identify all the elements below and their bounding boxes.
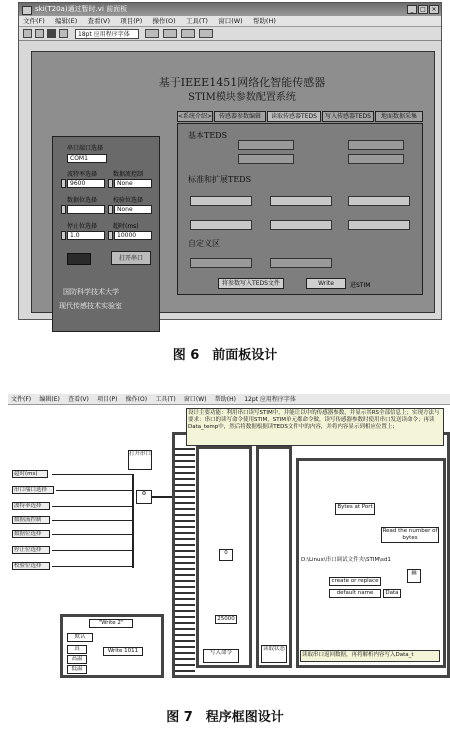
baud-label: 波特率选择 <box>67 171 98 178</box>
ctrl-flow[interactable]: 数据流控制 <box>12 516 50 524</box>
section-ext-teds: 标准和扩展TEDS <box>188 175 252 184</box>
timeout-label: 超时(ms) <box>113 223 139 230</box>
run-continuously-icon[interactable] <box>35 29 44 38</box>
bytes-at-port-node: Bytes at Port <box>335 503 375 515</box>
section-basic-teds: 基本TEDS <box>188 131 228 140</box>
ctrl-parity[interactable]: 校验位选择 <box>12 562 50 570</box>
basic-teds-field-2 <box>238 154 294 164</box>
diagram-font-select[interactable]: 12pt 应用程序字体 <box>244 396 296 403</box>
ctrl-stopbits[interactable]: 停止位选择 <box>12 546 50 554</box>
tab-param-edit[interactable]: 传感器参数编辑 <box>214 111 266 122</box>
ext-teds-field-1 <box>190 196 252 206</box>
close-button[interactable]: × <box>429 5 439 14</box>
create-replace-const: create or replace <box>329 577 381 586</box>
wire-flow <box>52 520 132 521</box>
diagram-menu-edit[interactable]: 编辑(E) <box>39 396 60 403</box>
custom-field-1 <box>190 258 252 268</box>
default-name-const: default name <box>329 589 381 598</box>
timeout-stepper[interactable] <box>108 231 113 240</box>
run-arrow-icon[interactable] <box>23 29 32 38</box>
serial-config-box <box>52 136 160 332</box>
front-panel-window <box>18 2 442 320</box>
baud-stepper[interactable] <box>61 179 66 188</box>
menu-file[interactable]: 文件(F) <box>23 17 45 25</box>
sequence-frame-1 <box>196 446 252 668</box>
case-default-label: 默认 <box>67 633 93 642</box>
inner-read-frame <box>296 458 446 668</box>
ext-teds-field-4 <box>190 220 252 230</box>
wire-baud <box>52 506 132 507</box>
sequence-film-strip-left <box>175 444 195 674</box>
case-item-true: 真 <box>67 645 87 654</box>
tab-system-intro[interactable]: <系统介绍> <box>178 113 213 120</box>
path-constant: D:\Linux\串口调试文件夹\STIM\sd1 <box>301 557 391 563</box>
ext-teds-field-3 <box>348 196 410 206</box>
file-write-icon: ▤ <box>407 569 421 583</box>
ctrl-databits[interactable]: 数据位选择 <box>12 530 50 538</box>
ext-teds-field-6 <box>348 220 410 230</box>
menu-operate[interactable]: 操作(O) <box>152 17 176 25</box>
wire-databits <box>52 534 132 535</box>
panel-title-line1: 基于IEEE1451网络化智能传感器 <box>158 76 326 89</box>
diagram-menu-help[interactable]: 帮助(H) <box>214 396 236 403</box>
diagram-menu-view[interactable]: 查看(V) <box>68 396 89 403</box>
resize-icon[interactable] <box>181 29 195 38</box>
status-led <box>67 253 91 265</box>
reorder-icon[interactable] <box>199 29 213 38</box>
abort-icon[interactable] <box>47 29 56 38</box>
distribute-icon[interactable] <box>163 29 177 38</box>
flow-stepper[interactable] <box>108 179 113 188</box>
maximize-button[interactable]: □ <box>418 5 428 14</box>
stopbits-field[interactable]: 1.0 <box>67 231 105 240</box>
block-diagram-window <box>0 388 450 678</box>
labview-vi-icon <box>22 6 32 15</box>
wire-timeout <box>52 474 132 475</box>
sequence-frame-2 <box>256 446 292 668</box>
timeout-field[interactable]: 10000 <box>114 231 152 240</box>
diagram-menu-operate[interactable]: 操作(O) <box>125 396 148 403</box>
read-status-node: 读取状态 <box>261 645 287 663</box>
toolbar <box>19 27 441 41</box>
diagram-menu-tools[interactable]: 工具(T) <box>155 396 176 403</box>
panel-title-line2: STIM模块参数配置系统 <box>188 92 296 103</box>
wire-parity <box>52 566 132 567</box>
window-titlebar <box>19 3 441 16</box>
menu-window[interactable]: 窗口(W) <box>218 17 243 25</box>
section-custom: 自定义区 <box>188 239 220 248</box>
basic-teds-field-4 <box>348 154 404 164</box>
menu-project[interactable]: 项目(P) <box>120 17 143 25</box>
ctrl-port[interactable]: 串口端口选择 <box>12 486 54 494</box>
minimize-button[interactable]: _ <box>407 5 417 14</box>
org-line2: 现代传感技术实验室 <box>59 302 122 310</box>
basic-teds-field-1 <box>238 140 294 150</box>
flow-label: 数据流控制 <box>113 171 144 178</box>
ctrl-timeout[interactable]: 超时(ms) <box>12 470 48 478</box>
write-constant: Write 1011 <box>103 647 143 656</box>
diagram-menu-bar <box>8 394 450 405</box>
figure7-caption: 图 7 程序框图设计 <box>166 710 284 725</box>
basic-teds-field-3 <box>348 140 404 150</box>
diagram-menu-project[interactable]: 项目(P) <box>97 396 118 403</box>
seq-index: 0 <box>219 549 233 561</box>
read-number-node: Read the number of bytes <box>382 528 438 541</box>
align-icon[interactable] <box>145 29 159 38</box>
menu-edit[interactable]: 编辑(E) <box>55 17 78 25</box>
flow-field[interactable]: None <box>114 179 152 188</box>
write-button[interactable]: Write <box>306 278 346 289</box>
org-line1: 国防科学技术大学 <box>63 288 119 296</box>
diagram-comment-top: 设计主要功能：利用串口读写STIM中，并能让以中的传感器参数，并显示其RS全部信息上；实现方法与要求：串口的读写命令使用STIM，STIM单元都命令做，读写传感器参数时使用串口发送读命令；再读Data_temp中，然后将数据根据读TEDS文件中的内容，并将内容显示到相应位置上； <box>186 408 444 446</box>
port-select[interactable]: COM1 <box>67 154 107 163</box>
wire-stopbits <box>52 550 132 551</box>
custom-field-2 <box>270 258 332 268</box>
parity-stepper[interactable] <box>108 205 113 214</box>
case-selector-label[interactable]: "Write 2" <box>89 619 133 628</box>
diagram-comment-bottom: 读取串口返回数据，再将解析内容写入Data_t <box>300 650 440 662</box>
databits-field[interactable] <box>67 205 105 214</box>
databits-stepper[interactable] <box>61 205 66 214</box>
data-node: Data <box>383 589 401 598</box>
menu-view[interactable]: 查看(V) <box>87 17 110 25</box>
case-item-high: 高温 <box>67 655 87 664</box>
write-tail-label: 进STIM <box>350 282 371 289</box>
tab-write-teds[interactable]: 写入传感器TEDS <box>322 111 374 122</box>
baud-field[interactable]: 9600 <box>67 179 105 188</box>
menu-help[interactable]: 帮助(H) <box>252 17 276 25</box>
stopbits-stepper[interactable] <box>61 231 66 240</box>
wait-ms-const: 25000 <box>215 615 237 624</box>
figure6-caption: 图 6 前面板设计 <box>172 348 278 363</box>
tab-read-teds[interactable]: 读取传感器TEDS <box>267 111 321 122</box>
window-title: ski(T20a)通过暂时.vi 前面板 <box>35 5 128 13</box>
ctrl-baud[interactable]: 波特率选择 <box>12 502 50 510</box>
font-select[interactable]: 18pt 应用程序字体 <box>75 29 139 39</box>
parity-label: 校验位选择 <box>113 197 144 204</box>
open-port-button[interactable]: 打开串口 <box>111 251 151 265</box>
diagram-menu-window[interactable]: 窗口(W) <box>183 396 207 403</box>
menu-tools[interactable]: 工具(T) <box>185 17 208 25</box>
ext-teds-field-5 <box>270 220 332 230</box>
parity-field[interactable]: None <box>114 205 152 214</box>
tab-ground-acq[interactable]: 地面数据采集 <box>375 111 423 122</box>
ext-teds-field-2 <box>270 196 332 206</box>
case-structure <box>60 614 164 678</box>
stim-write-node: 写入命令 <box>203 649 239 663</box>
tab-panel-read-teds <box>177 123 423 295</box>
open-port-node[interactable]: 打开串口 <box>128 450 152 470</box>
port-label: 串口端口选择 <box>67 145 104 152</box>
wire-port <box>56 490 132 491</box>
visa-configure-icon: ⚙ <box>136 490 152 504</box>
pause-icon[interactable] <box>59 29 68 38</box>
diagram-menu-file[interactable]: 文件(F) <box>11 396 32 403</box>
databits-label: 数据位选择 <box>67 197 98 204</box>
wire-bus <box>132 474 134 568</box>
stopbits-label: 停止位选择 <box>67 223 98 230</box>
case-item-low: 低温 <box>67 665 87 674</box>
menu-bar <box>19 16 441 27</box>
write-teds-file-button[interactable]: 将参数写入TEDS文件 <box>218 278 284 289</box>
